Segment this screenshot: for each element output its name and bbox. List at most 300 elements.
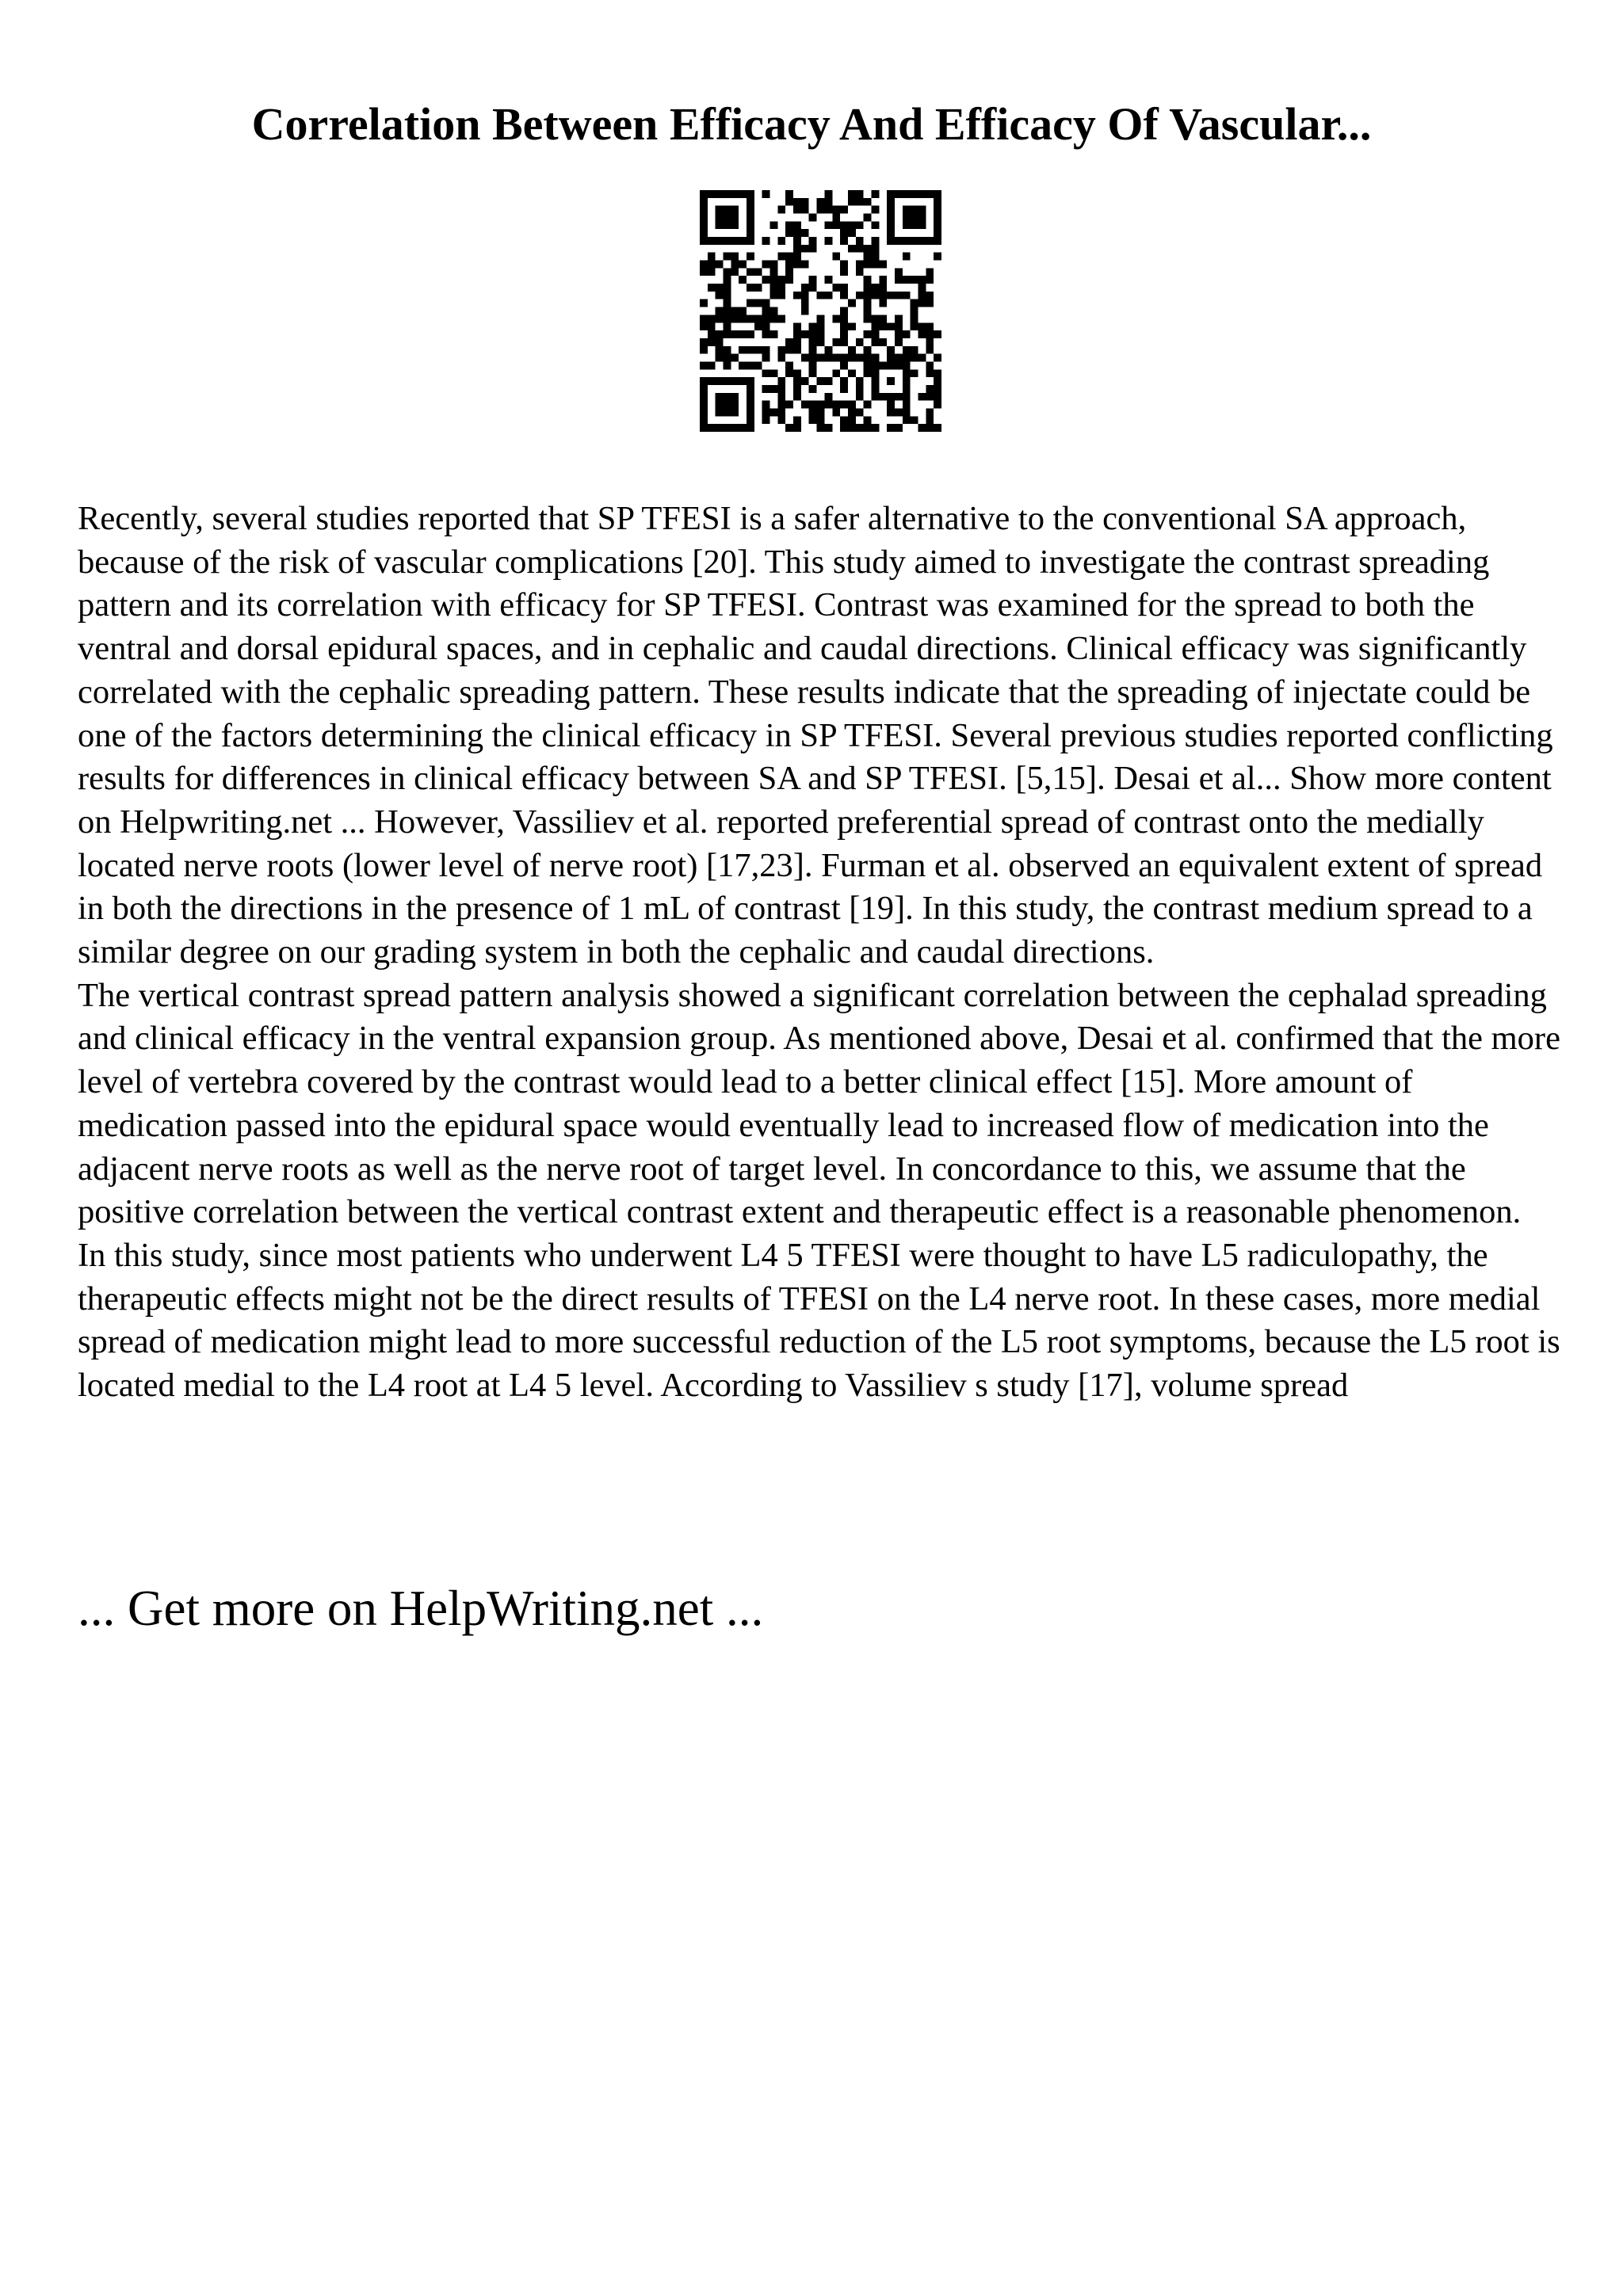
qr-module — [817, 416, 825, 424]
qr-module — [911, 369, 918, 377]
qr-module — [848, 245, 856, 253]
document-body — [78, 498, 1568, 1408]
qr-module — [918, 330, 926, 338]
qr-module — [817, 354, 825, 362]
qr-module — [801, 206, 809, 214]
qr-module — [708, 315, 716, 322]
qr-module — [832, 284, 840, 292]
document-title: Correlation Between Efficacy And Efficacy Of Vascular... — [251, 98, 1372, 150]
qr-module — [848, 190, 856, 198]
qr-module — [716, 315, 724, 322]
qr-module — [864, 315, 872, 322]
qr-module — [716, 354, 724, 362]
qr-module — [864, 245, 872, 253]
qr-module — [871, 206, 879, 214]
qr-module — [793, 424, 801, 432]
qr-module — [739, 315, 747, 322]
qr-module — [840, 237, 848, 245]
qr-module — [793, 385, 801, 393]
qr-module — [840, 338, 848, 346]
qr-module — [809, 245, 817, 253]
qr-module — [934, 377, 941, 385]
qr-module — [762, 369, 770, 377]
qr-module — [824, 393, 832, 401]
qr-module — [934, 330, 941, 338]
qr-module — [871, 221, 879, 229]
qr-module — [918, 322, 926, 330]
qr-module — [777, 292, 785, 299]
qr-module — [785, 190, 793, 198]
qr-module — [777, 237, 785, 245]
qr-module — [762, 299, 770, 307]
qr-module — [903, 354, 911, 362]
qr-module — [731, 253, 739, 261]
qr-module — [895, 315, 903, 322]
qr-module — [817, 315, 825, 322]
qr-module — [926, 292, 934, 299]
qr-module — [879, 261, 887, 269]
qr-module — [770, 315, 778, 322]
qr-module — [770, 221, 778, 229]
qr-module — [793, 369, 801, 377]
qr-module — [918, 299, 926, 307]
qr-module — [747, 299, 754, 307]
get-more-link[interactable]: ... Get more on HelpWriting.net ... — [78, 1581, 764, 1636]
qr-module — [871, 261, 879, 269]
qr-module — [739, 346, 747, 354]
qr-module — [856, 292, 864, 299]
qr-module — [840, 261, 848, 269]
qr-module — [871, 315, 879, 322]
qr-module — [848, 221, 856, 229]
qr-module — [903, 330, 911, 338]
qr-module — [848, 424, 856, 432]
qr-module — [801, 229, 809, 237]
qr-module — [864, 292, 872, 299]
qr-module — [801, 292, 809, 299]
qr-module — [700, 361, 708, 369]
qr-module — [856, 385, 864, 393]
qr-module — [777, 206, 785, 214]
qr-module — [887, 354, 895, 362]
qr-module — [848, 299, 856, 307]
qr-module — [785, 229, 793, 237]
qr-module — [871, 292, 879, 299]
qr-module — [887, 346, 895, 354]
qr-module — [817, 377, 825, 385]
qr-module — [724, 292, 731, 299]
qr-module — [777, 276, 785, 284]
qr-module — [911, 315, 918, 322]
qr-module — [700, 322, 708, 330]
qr-module — [747, 346, 754, 354]
qr-module — [887, 408, 895, 416]
qr-module — [809, 416, 817, 424]
qr-module — [801, 198, 809, 206]
qr-module — [817, 322, 825, 330]
qr-module — [832, 221, 840, 229]
qr-module — [793, 416, 801, 424]
qr-module — [716, 292, 724, 299]
qr-module — [762, 276, 770, 284]
qr-module — [716, 346, 724, 354]
qr-module — [832, 401, 840, 409]
qr-module — [817, 330, 825, 338]
qr-module — [934, 401, 941, 409]
qr-module — [809, 322, 817, 330]
qr-module — [871, 330, 879, 338]
qr-module — [824, 401, 832, 409]
qr-module — [848, 322, 856, 330]
qr-module — [708, 268, 716, 276]
qr-module — [724, 268, 731, 276]
qr-module — [724, 276, 731, 284]
qr-module — [809, 276, 817, 284]
qr-module — [824, 354, 832, 362]
qr-module — [762, 401, 770, 409]
qr-module — [824, 292, 832, 299]
qr-module — [918, 393, 926, 401]
qr-module — [762, 346, 770, 354]
qr-module — [856, 338, 864, 346]
qr-code-icon — [700, 190, 941, 432]
qr-module — [856, 245, 864, 253]
qr-module — [895, 322, 903, 330]
qr-module — [840, 307, 848, 315]
qr-module — [754, 361, 762, 369]
qr-module — [903, 253, 911, 261]
qr-module — [809, 330, 817, 338]
qr-module — [856, 190, 864, 198]
qr-module — [754, 268, 762, 276]
qr-module — [793, 245, 801, 253]
qr-module — [777, 385, 785, 393]
qr-module — [801, 261, 809, 269]
qr-module — [700, 299, 708, 307]
qr-module — [770, 292, 778, 299]
qr-module — [871, 237, 879, 245]
qr-module — [895, 424, 903, 432]
qr-module — [887, 322, 895, 330]
qr-module — [809, 385, 817, 393]
qr-module — [824, 276, 832, 284]
qr-module — [724, 354, 731, 362]
qr-module — [762, 307, 770, 315]
qr-module — [864, 198, 872, 206]
qr-module — [770, 307, 778, 315]
qr-module — [856, 424, 864, 432]
qr-module — [793, 237, 801, 245]
qr-module — [724, 315, 731, 322]
qr-module — [708, 261, 716, 269]
qr-module — [793, 253, 801, 261]
qr-module — [785, 221, 793, 229]
qr-module — [716, 307, 724, 315]
qr-module — [739, 261, 747, 269]
qr-module — [832, 354, 840, 362]
qr-module — [747, 284, 754, 292]
qr-module — [848, 408, 856, 416]
qr-module — [848, 354, 856, 362]
qr-module — [926, 299, 934, 307]
qr-module — [926, 268, 934, 276]
qr-module — [785, 276, 793, 284]
qr-module — [801, 401, 809, 409]
qr-module — [777, 253, 785, 261]
qr-module — [801, 330, 809, 338]
qr-module — [716, 261, 724, 269]
qr-module — [777, 284, 785, 292]
qr-module — [801, 354, 809, 362]
qr-module — [856, 408, 864, 416]
qr-module — [777, 416, 785, 424]
qr-module — [903, 416, 911, 424]
qr-module — [864, 261, 872, 269]
qr-module — [887, 401, 895, 409]
qr-module — [856, 268, 864, 276]
qr-module — [856, 261, 864, 269]
qr-module — [747, 315, 754, 322]
qr-module — [793, 330, 801, 338]
qr-module — [895, 268, 903, 276]
qr-module — [864, 416, 872, 424]
qr-module — [879, 315, 887, 322]
qr-module — [724, 322, 731, 330]
qr-module — [809, 401, 817, 409]
qr-module — [848, 369, 856, 377]
qr-module — [801, 377, 809, 385]
qr-module — [840, 416, 848, 424]
qr-module — [871, 190, 879, 198]
qr-module — [793, 377, 801, 385]
qr-module — [793, 261, 801, 269]
qr-module — [918, 424, 926, 432]
qr-module — [824, 346, 832, 354]
qr-module — [770, 330, 778, 338]
qr-module — [911, 299, 918, 307]
qr-module — [840, 354, 848, 362]
qr-module — [887, 292, 895, 299]
qr-module — [840, 229, 848, 237]
qr-module — [801, 307, 809, 315]
qr-module — [824, 198, 832, 206]
qr-module — [785, 338, 793, 346]
qr-module — [770, 408, 778, 416]
qr-module — [747, 253, 754, 261]
qr-module — [724, 284, 731, 292]
qr-module — [809, 369, 817, 377]
qr-module — [832, 206, 840, 214]
qr-module — [879, 276, 887, 284]
qr-module — [785, 361, 793, 369]
qr-module — [762, 330, 770, 338]
qr-module — [926, 424, 934, 432]
qr-module — [785, 401, 793, 409]
qr-module — [934, 385, 941, 393]
qr-module — [840, 424, 848, 432]
qr-module — [864, 401, 872, 409]
qr-module — [848, 346, 856, 354]
qr-module — [832, 408, 840, 416]
qr-module — [856, 354, 864, 362]
qr-module — [762, 322, 770, 330]
qr-module — [700, 315, 708, 322]
qr-module — [871, 284, 879, 292]
qr-module — [934, 393, 941, 401]
qr-module — [824, 424, 832, 432]
qr-module — [918, 292, 926, 299]
qr-module — [903, 401, 911, 409]
qr-module — [724, 299, 731, 307]
qr-module — [926, 338, 934, 346]
qr-module — [700, 338, 708, 346]
qr-module — [777, 393, 785, 401]
qr-module — [700, 261, 708, 269]
qr-module — [809, 214, 817, 222]
qr-module — [864, 369, 872, 377]
qr-module — [871, 253, 879, 261]
qr-module — [918, 284, 926, 292]
qr-module — [785, 424, 793, 432]
qr-module — [770, 276, 778, 284]
qr-module — [934, 369, 941, 377]
qr-module — [871, 354, 879, 362]
qr-module — [848, 198, 856, 206]
qr-module — [824, 190, 832, 198]
qr-module — [840, 268, 848, 276]
qr-module — [754, 299, 762, 307]
qr-module — [785, 346, 793, 354]
qr-module — [793, 198, 801, 206]
qr-module — [809, 237, 817, 245]
qr-module — [793, 346, 801, 354]
qr-module — [809, 361, 817, 369]
qr-module — [793, 206, 801, 214]
qr-module — [809, 408, 817, 416]
qr-module — [871, 338, 879, 346]
qr-module — [934, 354, 941, 362]
qr-module — [871, 424, 879, 432]
qr-module — [832, 338, 840, 346]
qr-module — [724, 253, 731, 261]
qr-module — [731, 315, 739, 322]
qr-module — [879, 322, 887, 330]
qr-module — [856, 237, 864, 245]
qr-module — [801, 245, 809, 253]
qr-module — [793, 322, 801, 330]
qr-module — [724, 330, 731, 338]
qr-module — [911, 307, 918, 315]
qr-module — [856, 198, 864, 206]
qr-module — [824, 237, 832, 245]
qr-module — [926, 322, 934, 330]
qr-module — [824, 206, 832, 214]
qr-module — [762, 261, 770, 269]
qr-module — [785, 261, 793, 269]
qr-module — [785, 268, 793, 276]
qr-module — [887, 424, 895, 432]
qr-module — [762, 354, 770, 362]
qr-module — [793, 221, 801, 229]
qr-module — [840, 315, 848, 322]
qr-module — [832, 369, 840, 377]
qr-module — [926, 361, 934, 369]
qr-module — [817, 198, 825, 206]
qr-module — [840, 330, 848, 338]
qr-module — [700, 268, 708, 276]
qr-module — [777, 346, 785, 354]
qr-module — [801, 284, 809, 292]
qr-module — [895, 338, 903, 346]
qr-module — [911, 416, 918, 424]
paragraph-2: The vertical contrast spread pattern analysis showed a significant correlation between the cephalad spreading and clinical efficacy in the ventral expansion group. As mentioned above, Desai et al. confirmed that the more level of vertebra covered by the contrast would lead to a better clinical effect [15]. More amount of medication passed into the epidural space would eventually lead to increased flow of medication into the adjacent nerve roots as well as the nerve root of target level. In concordance to this, we assume that the positive correlation between the vertical contrast extent and therapeutic effect is a reasonable phenomenon. — [78, 976, 1560, 1231]
qr-module — [864, 253, 872, 261]
qr-module — [832, 253, 840, 261]
qr-module — [864, 299, 872, 307]
qr-module — [708, 284, 716, 292]
qr-module — [739, 276, 747, 284]
qr-module — [747, 268, 754, 276]
qr-module — [793, 292, 801, 299]
qr-module — [911, 276, 918, 284]
qr-module — [871, 245, 879, 253]
qr-module — [848, 229, 856, 237]
qr-module — [926, 393, 934, 401]
qr-module — [777, 354, 785, 362]
qr-module — [731, 330, 739, 338]
qr-module — [918, 354, 926, 362]
qr-module — [731, 261, 739, 269]
qr-module — [879, 299, 887, 307]
qr-module — [926, 385, 934, 393]
qr-module — [777, 408, 785, 416]
qr-module — [762, 237, 770, 245]
paragraph-1: Recently, several studies reported that SP TFESI is a safer alternative to the conventional SA approach, because of the risk of vascular complications [20]. This study aimed to investigate the contrast spreading pattern and its correlation with efficacy for SP TFESI. Contrast was examined for the spread to both the ventral and dorsal epidural spaces, and in cephalic and caudal directions. Clinical efficacy was significantly correlated with the cephalic spreading pattern. These results indicate that the spreading of injectate could be one of the factors determining the clinical efficacy in SP TFESI. Several previous studies reported conflicting results for differences in clinical efficacy between SA and SP TFESI. [5,15]. Desai et al... Show more content on Helpwriting.net ... However, Vassiliev et al. reported preferential spread of contrast onto the medially located nerve roots (lower level of nerve root) [17,23]. Furman et al. observed an equivalent extent of spread in both the directions in the presence of 1 mL of contrast [19]. In this study, the contrast medium spread to a similar degree on our grading system in both the cephalic and caudal directions. — [78, 500, 1553, 971]
qr-module — [840, 206, 848, 214]
qr-module — [864, 284, 872, 292]
qr-module — [793, 393, 801, 401]
qr-module — [754, 315, 762, 322]
qr-module — [832, 214, 840, 222]
qr-module — [770, 385, 778, 393]
qr-module — [911, 322, 918, 330]
qr-module — [731, 354, 739, 362]
qr-module — [895, 292, 903, 299]
qr-module — [708, 330, 716, 338]
qr-module — [793, 229, 801, 237]
qr-module — [777, 377, 785, 385]
qr-module — [864, 214, 872, 222]
qr-module — [793, 338, 801, 346]
qr-module — [739, 307, 747, 315]
qr-module — [762, 416, 770, 424]
qr-module — [824, 377, 832, 385]
qr-module — [777, 315, 785, 322]
qr-module — [864, 330, 872, 338]
qr-module — [724, 346, 731, 354]
qr-module — [864, 361, 872, 369]
qr-module — [926, 408, 934, 416]
qr-module — [817, 206, 825, 214]
qr-module — [879, 292, 887, 299]
qr-module — [762, 190, 770, 198]
qr-module — [716, 330, 724, 338]
qr-module — [731, 268, 739, 276]
qr-module — [724, 307, 731, 315]
qr-module — [864, 354, 872, 362]
qr-module — [770, 268, 778, 276]
qr-module — [747, 330, 754, 338]
